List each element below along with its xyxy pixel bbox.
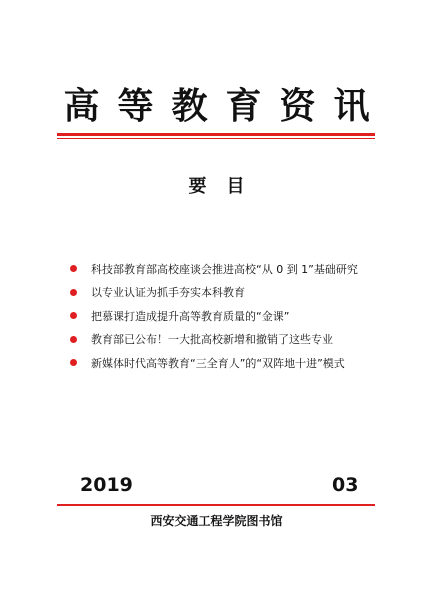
bullet-icon [70,289,77,296]
list-item-text: 新媒体时代高等教育“三全育人”的“双阵地十进”模式 [91,356,345,370]
list-item-text: 教育部已公布！一大批高校新增和撤销了这些专业 [91,333,333,347]
list-item [70,257,410,281]
footer-rule [57,504,375,506]
bullet-icon [70,312,77,319]
title-rule-thin [57,138,375,139]
list-item [70,328,410,352]
bullet-icon [70,265,77,272]
list-item [70,281,410,305]
contents-list [70,257,410,375]
contents-heading: 要目 [188,176,265,197]
bullet-icon [70,336,77,343]
bullet-icon [70,359,77,366]
list-item-text: 把慕课打造成提升高等教育质量的“金课” [91,309,290,323]
issue-year: 2019 [80,474,133,496]
publisher-name: 西安交通工程学院图书馆 [150,514,283,528]
publication-title: 高等教育资讯 [63,85,388,127]
list-item-text: 科技部教育部高校座谈会推进高校“从 0 到 1”基础研究 [91,262,358,276]
issue-number: 03 [332,474,359,496]
list-item-text: 以专业认证为抓手夯实本科教育 [91,286,245,300]
title-rule-thick [57,133,375,136]
list-item [70,304,410,328]
list-item [70,351,410,375]
